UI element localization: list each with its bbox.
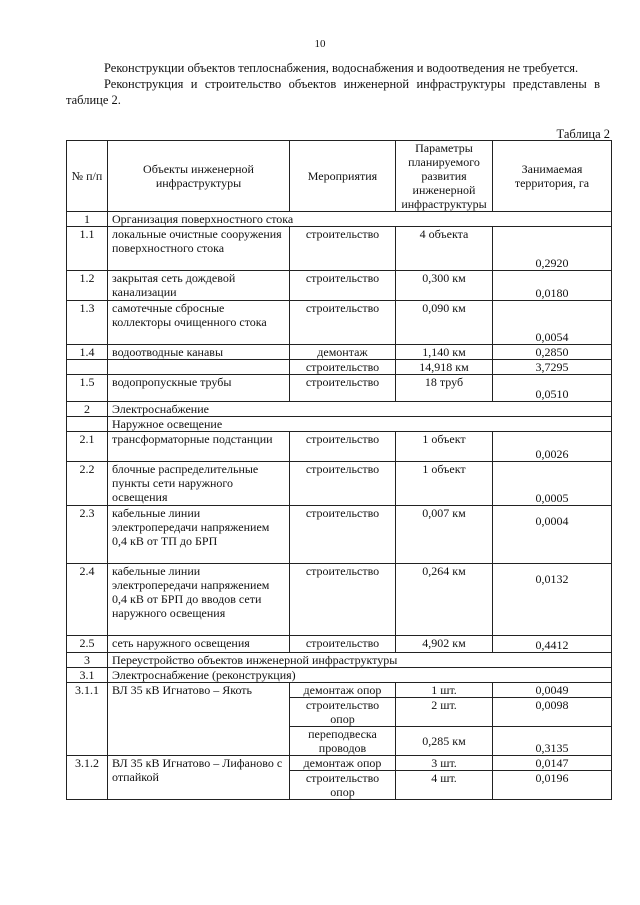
- row-num: 2.2: [67, 462, 108, 506]
- row-measure: демонтаж опор: [290, 683, 396, 698]
- row-area: 0,0049: [493, 683, 612, 698]
- intro-paragraph-1: Реконструкции объектов теплоснабжения, водоснабжения и водоотведения не требуется.: [104, 61, 579, 75]
- table-row: [67, 345, 612, 360]
- section-title: Электроснабжение: [108, 402, 612, 417]
- page-number: 10: [314, 38, 326, 50]
- row-area: 0,0196: [493, 771, 612, 800]
- table-row: [67, 271, 612, 301]
- row-num: 2.4: [67, 564, 108, 636]
- row-num: 2.5: [67, 636, 108, 653]
- row-measure: строительство: [290, 432, 396, 462]
- row-num: 1.2: [67, 271, 108, 301]
- row-num: 3.1: [67, 668, 108, 683]
- row-area: 0,0005: [493, 462, 612, 506]
- row-num: 2.1: [67, 432, 108, 462]
- section-title: Организация поверхностного стока: [108, 212, 612, 227]
- row-num: 1.4: [67, 345, 108, 360]
- row-area: 0,2920: [493, 227, 612, 271]
- row-area: 0,2850: [493, 345, 612, 360]
- table-row: [67, 683, 612, 698]
- row-params: 0,007 км: [396, 506, 493, 564]
- table-caption: Таблица 2: [556, 127, 610, 141]
- row-num: 1.3: [67, 301, 108, 345]
- row-area: 0,0147: [493, 756, 612, 771]
- header-object: Объекты инженерной инфраструктуры: [108, 141, 290, 212]
- row-measure: строительство опор: [290, 771, 396, 800]
- row-params: 4 шт.: [396, 771, 493, 800]
- row-object: закрытая сеть дождевой канализации: [108, 271, 290, 301]
- section-row: [67, 668, 612, 683]
- row-params: 0,285 км: [396, 727, 493, 756]
- row-area: 0,0026: [493, 432, 612, 462]
- section-row: [67, 653, 612, 668]
- row-measure: демонтаж опор: [290, 756, 396, 771]
- table-row: [67, 360, 612, 375]
- table-row: [67, 227, 612, 271]
- row-area: 0,0054: [493, 301, 612, 345]
- row-area: 0,3135: [493, 727, 612, 756]
- row-params: 18 труб: [396, 375, 493, 402]
- table-row: [67, 756, 612, 771]
- row-measure: строительство: [290, 301, 396, 345]
- row-object: водопропускные трубы: [108, 375, 290, 402]
- row-measure: строительство опор: [290, 698, 396, 727]
- row-measure: строительство: [290, 462, 396, 506]
- row-num: 1.5: [67, 375, 108, 402]
- row-params: 0,300 км: [396, 271, 493, 301]
- row-measure: строительство: [290, 506, 396, 564]
- row-object: сеть наружного освещения: [108, 636, 290, 653]
- row-object: кабельные линии электропередачи напряжением 0,4 кВ от ТП до БРП: [108, 506, 290, 564]
- row-object: ВЛ 35 кВ Игнатово – Лифаново с отпайкой: [108, 756, 290, 800]
- infrastructure-table: [66, 140, 612, 800]
- section-title: Переустройство объектов инженерной инфраструктуры: [108, 653, 612, 668]
- row-area: 0,4412: [493, 636, 612, 653]
- row-params: 1 шт.: [396, 683, 493, 698]
- header-num: № п/п: [67, 141, 108, 212]
- row-measure: строительство: [290, 360, 396, 375]
- header-measure: Мероприятия: [290, 141, 396, 212]
- row-object: водоотводные канавы: [108, 345, 290, 360]
- row-params: 1 объект: [396, 432, 493, 462]
- row-params: 0,264 км: [396, 564, 493, 636]
- row-measure: строительство: [290, 564, 396, 636]
- row-measure: переподвеска проводов: [290, 727, 396, 756]
- table-row: [67, 564, 612, 636]
- table-row: [67, 432, 612, 462]
- row-num: 2.3: [67, 506, 108, 564]
- table-header-row: [67, 141, 612, 212]
- intro-paragraph-2: Реконструкция и строительство объектов инженерной инфраструктуры представлены в таблице 2.: [66, 77, 600, 107]
- row-object: локальные очистные сооружения поверхностного стока: [108, 227, 290, 271]
- row-measure: демонтаж: [290, 345, 396, 360]
- row-measure: строительство: [290, 375, 396, 402]
- row-num: 3.1.2: [67, 756, 108, 800]
- subsection-row: [67, 417, 612, 432]
- table-row: [67, 506, 612, 564]
- row-params: 1,140 км: [396, 345, 493, 360]
- row-params: 2 шт.: [396, 698, 493, 727]
- row-num: 2: [67, 402, 108, 417]
- row-area: 0,0180: [493, 271, 612, 301]
- table-row: [67, 301, 612, 345]
- row-params: 0,090 км: [396, 301, 493, 345]
- row-measure: строительство: [290, 636, 396, 653]
- table-row: [67, 636, 612, 653]
- row-params: 4 объекта: [396, 227, 493, 271]
- row-object: самотечные сбросные коллекторы очищенного стока: [108, 301, 290, 345]
- row-params: 4,902 км: [396, 636, 493, 653]
- row-measure: строительство: [290, 227, 396, 271]
- row-area: 0,0098: [493, 698, 612, 727]
- row-object: трансформаторные подстанции: [108, 432, 290, 462]
- row-params: 1 объект: [396, 462, 493, 506]
- row-measure: строительство: [290, 271, 396, 301]
- table-row: [67, 375, 612, 402]
- row-area: 0,0132: [493, 564, 612, 636]
- row-num: 3: [67, 653, 108, 668]
- subsection-title: Наружное освещение: [108, 417, 612, 432]
- row-num: 3.1.1: [67, 683, 108, 756]
- table-row: [67, 462, 612, 506]
- section-row: [67, 402, 612, 417]
- row-area: 0,0510: [493, 375, 612, 402]
- row-object: блочные распределительные пункты сети наружного освещения: [108, 462, 290, 506]
- header-area: Занимаемая территория, га: [493, 141, 612, 212]
- section-title: Электроснабжение (реконструкция): [108, 668, 612, 683]
- row-num: 1: [67, 212, 108, 227]
- row-object: ВЛ 35 кВ Игнатово – Якоть: [108, 683, 290, 756]
- section-row: [67, 212, 612, 227]
- row-num: 1.1: [67, 227, 108, 271]
- row-object: кабельные линии электропередачи напряжением 0,4 кВ от БРП до вводов сети наружного освещения: [108, 564, 290, 636]
- header-params: Параметры планируемого развития инженерной инфраструктуры: [396, 141, 493, 212]
- row-area: 3,7295: [493, 360, 612, 375]
- row-params: 14,918 км: [396, 360, 493, 375]
- row-area: 0,0004: [493, 506, 612, 564]
- row-params: 3 шт.: [396, 756, 493, 771]
